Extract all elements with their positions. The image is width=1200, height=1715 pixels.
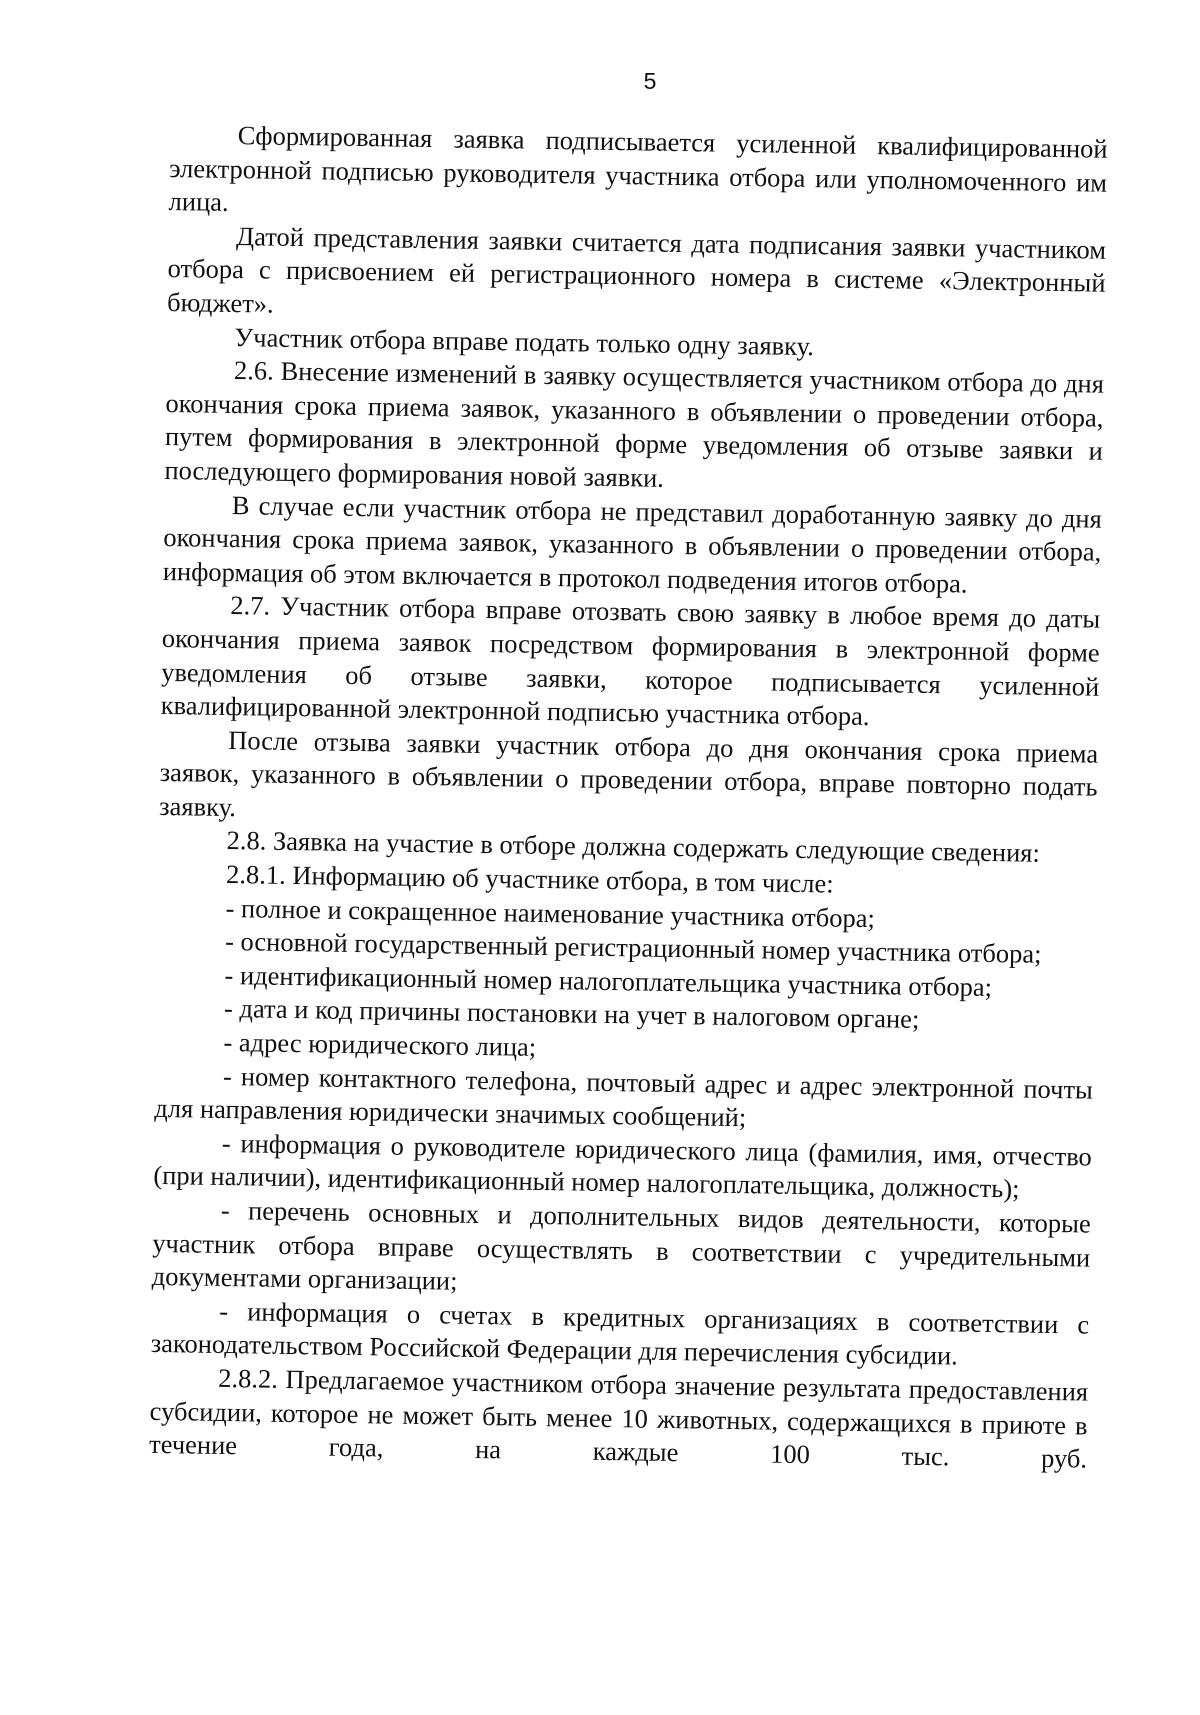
list-item-ogrn: - основной государственный регистрационный номер участника отбора; [224,926,1042,970]
paragraph-not-revised: В случае если участник отбора не представил доработанную заявку до дня окончания срока приема заявок, указанного в объявлении о проведении отбора, информация об этом включается в протокол подведения итогов отбора. [162,489,1103,599]
page-number: 5 [643,68,657,94]
paragraph-2-6: 2.6. Внесение изменений в заявку осуществляется участником отбора до дня окончания срока приема заявок, указанного в объявлении о проведении отбора, путем формирования в электронной форме уведомления об отзыве заявки и последующего формирования новой заявки. [164,355,1105,493]
paragraph-2-8: 2.8. Заявка на участие в отборе должна содержать следующие сведения: [226,825,1041,869]
paragraph-2-7: 2.7. Участник отбора вправе отозвать свою заявку в любое время до даты окончания приема заявок посредством формирования в электронной форме уведомления об отзыве заявки, которое подписывается усиленной квалифицированной электронной подписью участника отбора. [160,590,1101,732]
list-item-address: - адрес юридического лица; [223,1026,537,1062]
paragraph-signature: Сформированная заявка подписывается усиленной квалифицированной электронной подписью руководителя участника отбора или уполномоченного им лица. [168,120,1108,218]
paragraph-submission-date: Датой представления заявки считается дата подписания заявки участником отбора с присвоением ей регистрационного номера в системе «Электронный бюджет». [166,220,1107,319]
list-item-director: - информация о руководителе юридического лица (фамилия, имя, отчество (при наличии), идентификационный номер налогоплательщика, должность); [153,1127,1093,1204]
list-item-tax-registration: - дата и код причины постановки на учет в налоговом органе; [223,993,920,1035]
document-body [149,118,1108,1476]
paragraph-single-application: Участник отбора вправе подать только одну заявку. [234,321,815,361]
list-item-inn: - идентификационный номер налогоплательщика участника отбора; [224,959,993,1002]
paragraph-2-8-2: 2.8.2. Предлагаемое участником отбора значение результата предоставления субсидии, которое не может быть менее 10 животных, содержащихся в приюте в течение года, на каждые 100 тыс. руб. [148,1362,1089,1474]
list-item-activities: - перечень основных и дополнительных видов деятельности, которые участник отбора вправе осуществлять в соответствии с учредительными документами организации; [151,1194,1091,1296]
list-item-contacts: - номер контактного телефона, почтовый адрес и адрес электронной почты для направления юридически значимых сообщений; [154,1060,1094,1133]
list-item-bank-accounts: - информация о счетах в кредитных организациях в соответствии с законодательством Российской Федерации для перечисления субсидии. [150,1295,1090,1371]
paragraph-2-8-1: 2.8.1. Информацию об участнике отбора, в том числе: [225,859,834,899]
paragraph-resubmission: После отзыва заявки участник отбора до дня окончания срока приема заявок, указанного в объявлении о проведении отбора, вправе повторно подать заявку. [158,724,1099,822]
list-item-name: - полное и сокращенное наименование участника отбора; [225,892,876,933]
